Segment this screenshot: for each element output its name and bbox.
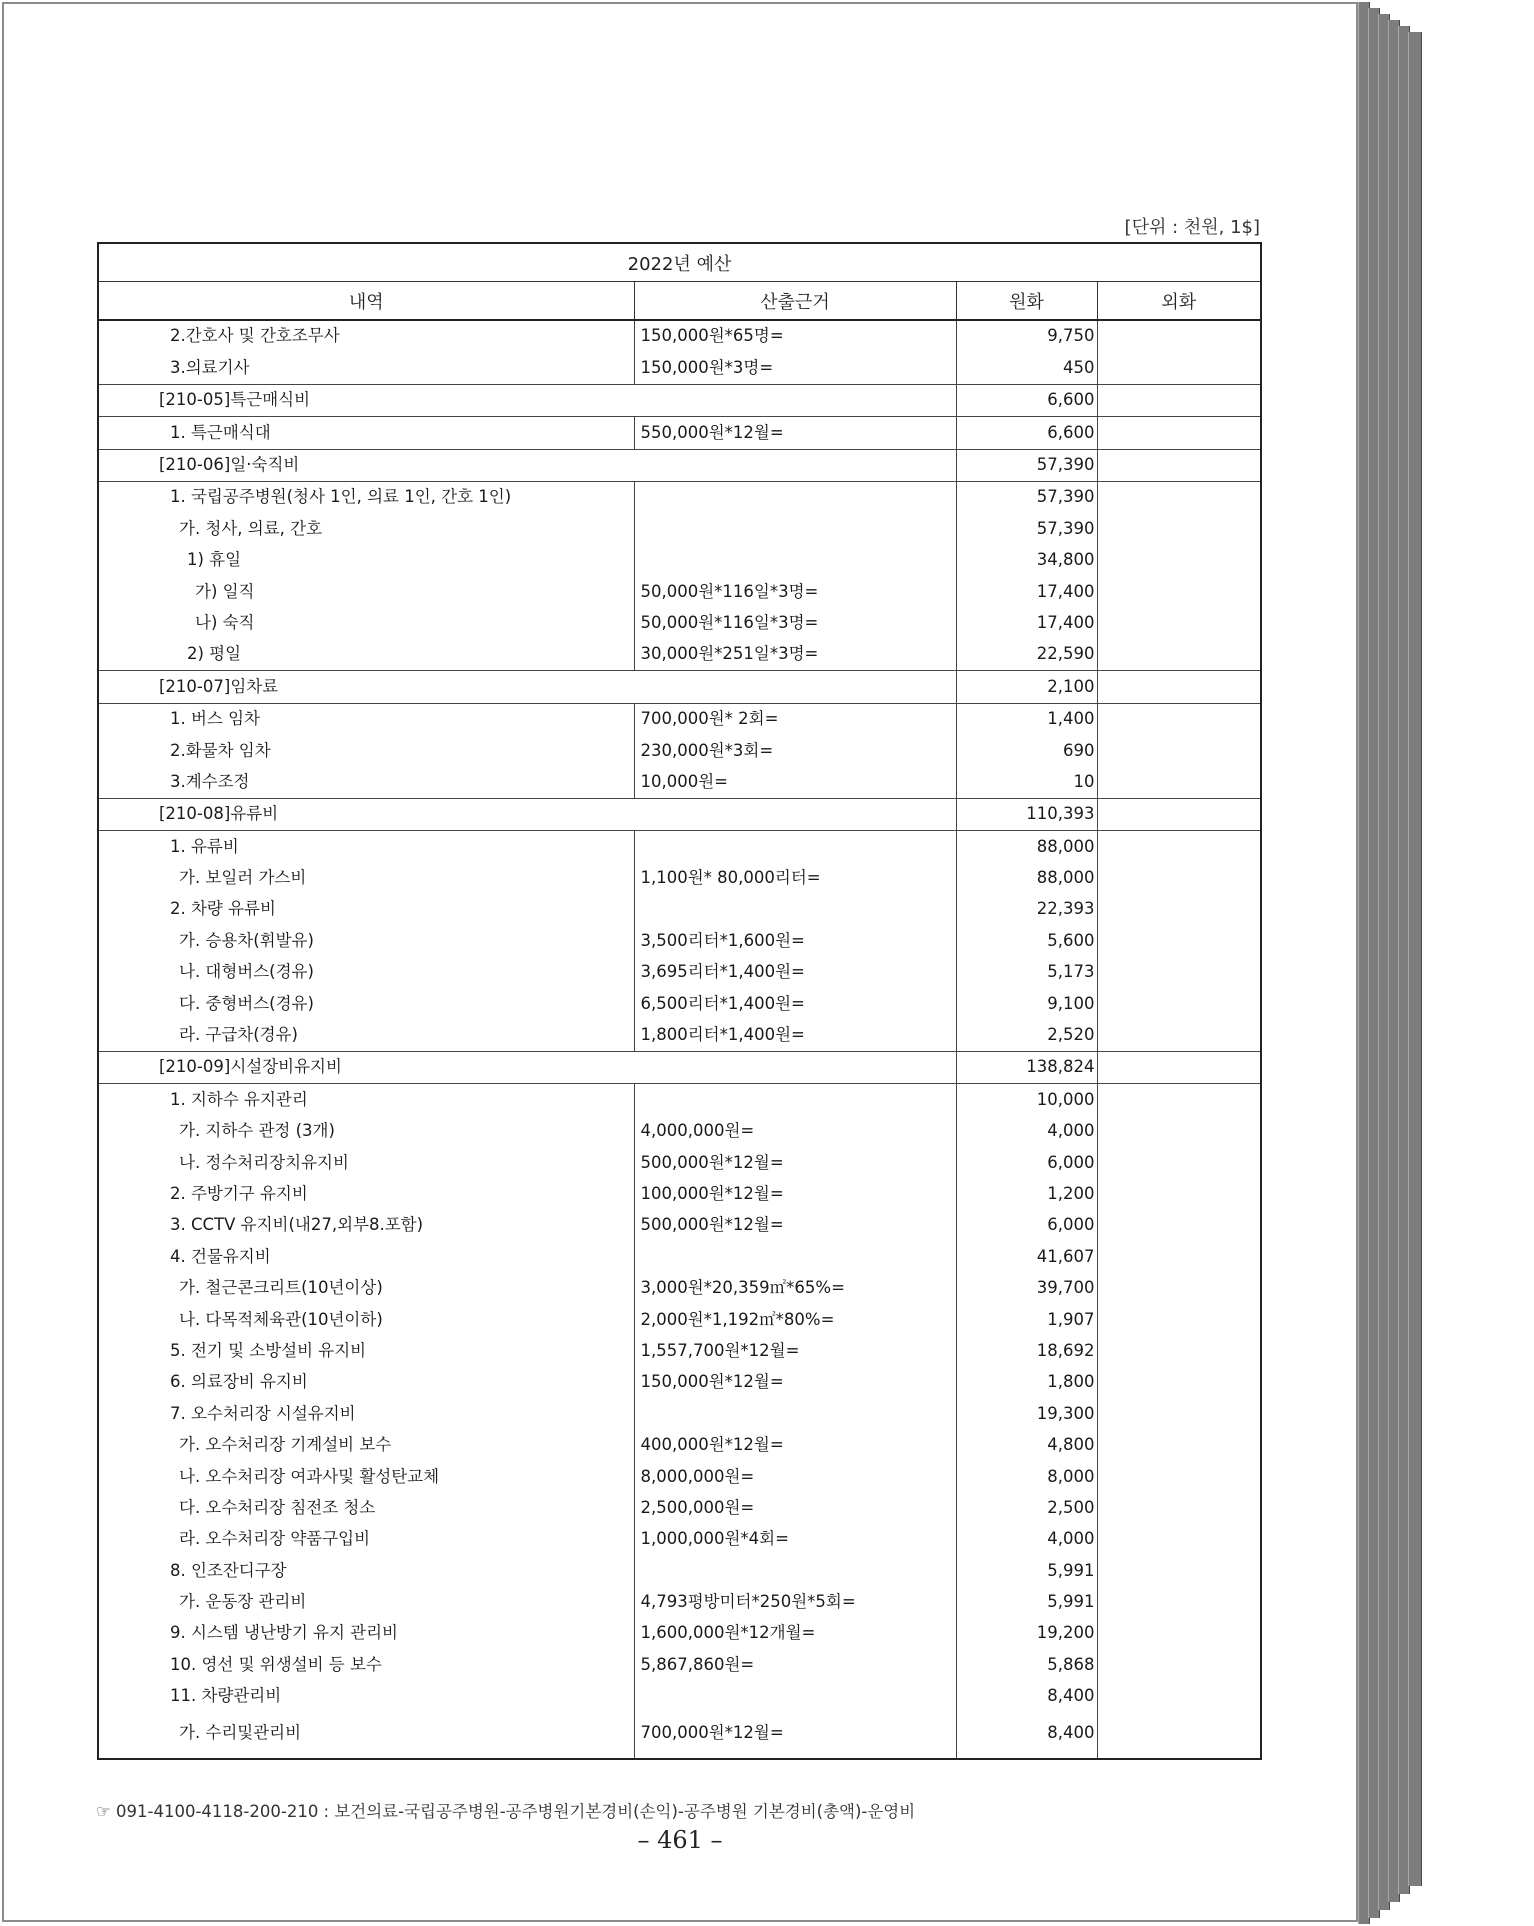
row-won-amount: 8,400: [956, 1681, 1097, 1712]
page-stack-edge: [1408, 32, 1422, 1886]
row-foreign-amount: [1097, 608, 1261, 639]
row-foreign-amount: [1097, 863, 1261, 894]
row-won-amount: 34,800: [956, 545, 1097, 576]
row-foreign-amount: [1097, 894, 1261, 925]
row-description: 가. 오수처리장 기계설비 보수: [98, 1430, 634, 1461]
row-foreign-amount: [1097, 545, 1261, 576]
row-description: [210-05]특근매식비: [98, 384, 956, 416]
row-basis: [634, 1555, 956, 1586]
row-foreign-amount: [1097, 1147, 1261, 1178]
row-won-amount: 17,400: [956, 576, 1097, 607]
row-foreign-amount: [1097, 1367, 1261, 1398]
table-row: [98, 1681, 1261, 1712]
row-description: 라. 오수처리장 약품구입비: [98, 1524, 634, 1555]
row-description: 가. 지하수 관정 (3개): [98, 1116, 634, 1147]
account-code-note: ☞ 091-4100-4118-200-210 : 보건의료-국립공주병원-공주병원기본경비(손익)-공주병원 기본경비(총액)-운영비: [96, 1802, 916, 1821]
table-row: [98, 1147, 1261, 1178]
row-won-amount: 57,390: [956, 513, 1097, 544]
row-basis: 500,000원*12월=: [634, 1210, 956, 1241]
table-row: [98, 1524, 1261, 1555]
row-won-amount: 1,907: [956, 1304, 1097, 1335]
table-row: [98, 1116, 1261, 1147]
header-foreign: 외화: [1097, 282, 1261, 321]
row-basis: [634, 1398, 956, 1429]
table-row: [98, 1618, 1261, 1649]
row-description: 1. 유류비: [98, 831, 634, 863]
table-row: [98, 1336, 1261, 1367]
table-row: [98, 1587, 1261, 1618]
row-won-amount: 1,800: [956, 1367, 1097, 1398]
row-foreign-amount: [1097, 671, 1261, 703]
row-description: 다. 오수처리장 침전조 청소: [98, 1492, 634, 1523]
row-won-amount: 4,000: [956, 1524, 1097, 1555]
row-foreign-amount: [1097, 957, 1261, 988]
row-foreign-amount: [1097, 1051, 1261, 1083]
row-description: 가. 보일러 가스비: [98, 863, 634, 894]
row-won-amount: 41,607: [956, 1241, 1097, 1272]
row-foreign-amount: [1097, 1336, 1261, 1367]
row-foreign-amount: [1097, 1587, 1261, 1618]
table-row: [98, 831, 1261, 863]
row-won-amount: 5,991: [956, 1555, 1097, 1586]
row-basis: [634, 894, 956, 925]
row-won-amount: 5,173: [956, 957, 1097, 988]
row-foreign-amount: [1097, 449, 1261, 481]
row-description: 1. 특근매식대: [98, 417, 634, 449]
row-won-amount: 19,200: [956, 1618, 1097, 1649]
row-foreign-amount: [1097, 1179, 1261, 1210]
row-foreign-amount: [1097, 1210, 1261, 1241]
row-basis: 1,600,000원*12개월=: [634, 1618, 956, 1649]
row-foreign-amount: [1097, 481, 1261, 513]
budget-table: [97, 242, 1262, 1760]
row-basis: 6,500리터*1,400원=: [634, 988, 956, 1019]
row-won-amount: 1,200: [956, 1179, 1097, 1210]
row-foreign-amount: [1097, 1430, 1261, 1461]
row-won-amount: 2,100: [956, 671, 1097, 703]
row-won-amount: 6,000: [956, 1210, 1097, 1241]
header-basis: 산출근거: [634, 282, 956, 321]
row-foreign-amount: [1097, 1712, 1261, 1759]
row-won-amount: 19,300: [956, 1398, 1097, 1429]
row-foreign-amount: [1097, 831, 1261, 863]
row-description: 11. 차량관리비: [98, 1681, 634, 1712]
table-row: [98, 1555, 1261, 1586]
row-foreign-amount: [1097, 1398, 1261, 1429]
page-number: – 461 –: [637, 1826, 723, 1854]
row-foreign-amount: [1097, 1524, 1261, 1555]
row-basis: 3,695리터*1,400원=: [634, 957, 956, 988]
unit-label: [단위 : 천원, 1$]: [1124, 217, 1260, 238]
row-basis: 1,100원* 80,000리터=: [634, 863, 956, 894]
row-description: 2. 차량 유류비: [98, 894, 634, 925]
row-won-amount: 4,000: [956, 1116, 1097, 1147]
row-basis: 4,793평방미터*250원*5회=: [634, 1587, 956, 1618]
row-foreign-amount: [1097, 417, 1261, 449]
row-won-amount: 57,390: [956, 481, 1097, 513]
row-won-amount: 5,991: [956, 1587, 1097, 1618]
row-foreign-amount: [1097, 735, 1261, 766]
row-won-amount: 8,000: [956, 1461, 1097, 1492]
row-description: 5. 전기 및 소방설비 유지비: [98, 1336, 634, 1367]
table-section-row: [98, 384, 1261, 416]
table-row: [98, 735, 1261, 766]
row-won-amount: 2,500: [956, 1492, 1097, 1523]
row-foreign-amount: [1097, 384, 1261, 416]
row-won-amount: 22,393: [956, 894, 1097, 925]
table-row: [98, 576, 1261, 607]
table-row: [98, 320, 1261, 352]
row-description: 4. 건물유지비: [98, 1241, 634, 1272]
row-foreign-amount: [1097, 320, 1261, 352]
table-row: [98, 1179, 1261, 1210]
table-row: [98, 417, 1261, 449]
row-won-amount: 9,750: [956, 320, 1097, 352]
row-foreign-amount: [1097, 1241, 1261, 1272]
row-basis: 50,000원*116일*3명=: [634, 576, 956, 607]
row-description: 가. 철근콘크리트(10년이상): [98, 1273, 634, 1304]
table-row: [98, 1649, 1261, 1680]
row-won-amount: 18,692: [956, 1336, 1097, 1367]
table-row: [98, 608, 1261, 639]
row-won-amount: 5,600: [956, 925, 1097, 956]
row-description: [210-07]임차료: [98, 671, 956, 703]
table-row: [98, 1461, 1261, 1492]
row-won-amount: 39,700: [956, 1273, 1097, 1304]
row-description: 3. CCTV 유지비(내27,외부8.포함): [98, 1210, 634, 1241]
row-description: 1. 국립공주병원(청사 1인, 의료 1인, 간호 1인): [98, 481, 634, 513]
row-description: 나. 다목적체육관(10년이하): [98, 1304, 634, 1335]
row-description: 나) 숙직: [98, 608, 634, 639]
row-basis: [634, 831, 956, 863]
row-description: 3.의료기사: [98, 352, 634, 384]
table-row: [98, 1712, 1261, 1759]
row-description: [210-09]시설장비유지비: [98, 1051, 956, 1083]
row-won-amount: 9,100: [956, 988, 1097, 1019]
row-description: 라. 구급차(경유): [98, 1020, 634, 1052]
row-foreign-amount: [1097, 1273, 1261, 1304]
row-foreign-amount: [1097, 513, 1261, 544]
row-won-amount: 1,400: [956, 703, 1097, 735]
row-description: 2. 주방기구 유지비: [98, 1179, 634, 1210]
table-row: [98, 1398, 1261, 1429]
row-description: 1. 버스 임차: [98, 703, 634, 735]
row-basis: 1,000,000원*4회=: [634, 1524, 956, 1555]
row-won-amount: 138,824: [956, 1051, 1097, 1083]
row-won-amount: 6,600: [956, 384, 1097, 416]
row-description: 나. 대형버스(경유): [98, 957, 634, 988]
row-description: 2) 평일: [98, 639, 634, 671]
row-description: 8. 인조잔디구장: [98, 1555, 634, 1586]
table-row: [98, 863, 1261, 894]
row-won-amount: 6,600: [956, 417, 1097, 449]
row-description: 2.간호사 및 간호조무사: [98, 320, 634, 352]
table-title: 2022년 예산: [98, 243, 1261, 282]
row-description: 2.화물차 임차: [98, 735, 634, 766]
table-row: [98, 1367, 1261, 1398]
row-foreign-amount: [1097, 1492, 1261, 1523]
table-section-row: [98, 449, 1261, 481]
row-basis: 3,500리터*1,600원=: [634, 925, 956, 956]
row-description: 1) 휴일: [98, 545, 634, 576]
row-basis: 100,000원*12월=: [634, 1179, 956, 1210]
row-basis: 150,000원*3명=: [634, 352, 956, 384]
row-description: 1. 지하수 유지관리: [98, 1084, 634, 1116]
row-description: 나. 정수처리장치유지비: [98, 1147, 634, 1178]
row-won-amount: 22,590: [956, 639, 1097, 671]
table-row: [98, 1241, 1261, 1272]
row-foreign-amount: [1097, 1461, 1261, 1492]
row-basis: 1,557,700원*12월=: [634, 1336, 956, 1367]
row-won-amount: 17,400: [956, 608, 1097, 639]
row-description: 9. 시스템 냉난방기 유지 관리비: [98, 1618, 634, 1649]
row-basis: 700,000원*12월=: [634, 1712, 956, 1759]
row-description: 가. 승용차(휘발유): [98, 925, 634, 956]
row-won-amount: 10: [956, 766, 1097, 798]
table-row: [98, 481, 1261, 513]
row-won-amount: 4,800: [956, 1430, 1097, 1461]
row-description: 7. 오수처리장 시설유지비: [98, 1398, 634, 1429]
row-basis: [634, 1084, 956, 1116]
table-row: [98, 1304, 1261, 1335]
row-won-amount: 10,000: [956, 1084, 1097, 1116]
row-description: 나. 오수처리장 여과사및 활성탄교체: [98, 1461, 634, 1492]
row-foreign-amount: [1097, 703, 1261, 735]
row-basis: 400,000원*12월=: [634, 1430, 956, 1461]
row-description: [210-06]일·숙직비: [98, 449, 956, 481]
row-description: 6. 의료장비 유지비: [98, 1367, 634, 1398]
row-basis: 700,000원* 2회=: [634, 703, 956, 735]
row-foreign-amount: [1097, 925, 1261, 956]
row-basis: 150,000원*65명=: [634, 320, 956, 352]
row-description: [210-08]유류비: [98, 798, 956, 830]
table-row: [98, 925, 1261, 956]
table-row: [98, 1273, 1261, 1304]
row-basis: [634, 1681, 956, 1712]
row-basis: [634, 513, 956, 544]
table-row: [98, 988, 1261, 1019]
table-row: [98, 1430, 1261, 1461]
table-row: [98, 766, 1261, 798]
row-basis: 1,800리터*1,400원=: [634, 1020, 956, 1052]
row-won-amount: 450: [956, 352, 1097, 384]
table-row: [98, 1492, 1261, 1523]
row-foreign-amount: [1097, 1020, 1261, 1052]
row-foreign-amount: [1097, 352, 1261, 384]
row-foreign-amount: [1097, 1681, 1261, 1712]
row-basis: [634, 1241, 956, 1272]
table-row: [98, 1084, 1261, 1116]
row-basis: 550,000원*12월=: [634, 417, 956, 449]
row-basis: [634, 545, 956, 576]
table-row: [98, 1020, 1261, 1052]
row-basis: 2,500,000원=: [634, 1492, 956, 1523]
table-row: [98, 513, 1261, 544]
header-won: 원화: [956, 282, 1097, 321]
row-description: 가. 수리및관리비: [98, 1712, 634, 1759]
row-basis: 8,000,000원=: [634, 1461, 956, 1492]
table-row: [98, 545, 1261, 576]
row-won-amount: 6,000: [956, 1147, 1097, 1178]
table-section-row: [98, 1051, 1261, 1083]
row-basis: 3,000원*20,359㎡*65%=: [634, 1273, 956, 1304]
row-foreign-amount: [1097, 1649, 1261, 1680]
row-basis: 500,000원*12월=: [634, 1147, 956, 1178]
row-basis: 150,000원*12월=: [634, 1367, 956, 1398]
row-basis: 50,000원*116일*3명=: [634, 608, 956, 639]
table-section-row: [98, 798, 1261, 830]
row-won-amount: 690: [956, 735, 1097, 766]
table-row: [98, 894, 1261, 925]
row-basis: 4,000,000원=: [634, 1116, 956, 1147]
row-description: 가. 청사, 의료, 간호: [98, 513, 634, 544]
row-foreign-amount: [1097, 639, 1261, 671]
table-row: [98, 957, 1261, 988]
table-row: [98, 1210, 1261, 1241]
row-foreign-amount: [1097, 766, 1261, 798]
row-description: 다. 중형버스(경유): [98, 988, 634, 1019]
row-description: 가. 운동장 관리비: [98, 1587, 634, 1618]
row-foreign-amount: [1097, 1116, 1261, 1147]
row-won-amount: 8,400: [956, 1712, 1097, 1759]
row-basis: [634, 481, 956, 513]
row-won-amount: 88,000: [956, 831, 1097, 863]
row-basis: 10,000원=: [634, 766, 956, 798]
row-basis: 230,000원*3회=: [634, 735, 956, 766]
table-row: [98, 703, 1261, 735]
row-basis: 30,000원*251일*3명=: [634, 639, 956, 671]
row-won-amount: 57,390: [956, 449, 1097, 481]
row-foreign-amount: [1097, 988, 1261, 1019]
row-description: 가) 일직: [98, 576, 634, 607]
header-description: 내역: [98, 282, 634, 321]
row-foreign-amount: [1097, 798, 1261, 830]
row-basis: 2,000원*1,192㎡*80%=: [634, 1304, 956, 1335]
row-won-amount: 2,520: [956, 1020, 1097, 1052]
row-foreign-amount: [1097, 1304, 1261, 1335]
table-row: [98, 352, 1261, 384]
row-description: 10. 영선 및 위생설비 등 보수: [98, 1649, 634, 1680]
row-won-amount: 5,868: [956, 1649, 1097, 1680]
row-foreign-amount: [1097, 576, 1261, 607]
table-section-row: [98, 671, 1261, 703]
row-won-amount: 110,393: [956, 798, 1097, 830]
row-foreign-amount: [1097, 1618, 1261, 1649]
row-won-amount: 88,000: [956, 863, 1097, 894]
row-basis: 5,867,860원=: [634, 1649, 956, 1680]
row-description: 3.계수조정: [98, 766, 634, 798]
row-foreign-amount: [1097, 1084, 1261, 1116]
row-foreign-amount: [1097, 1555, 1261, 1586]
table-row: [98, 639, 1261, 671]
